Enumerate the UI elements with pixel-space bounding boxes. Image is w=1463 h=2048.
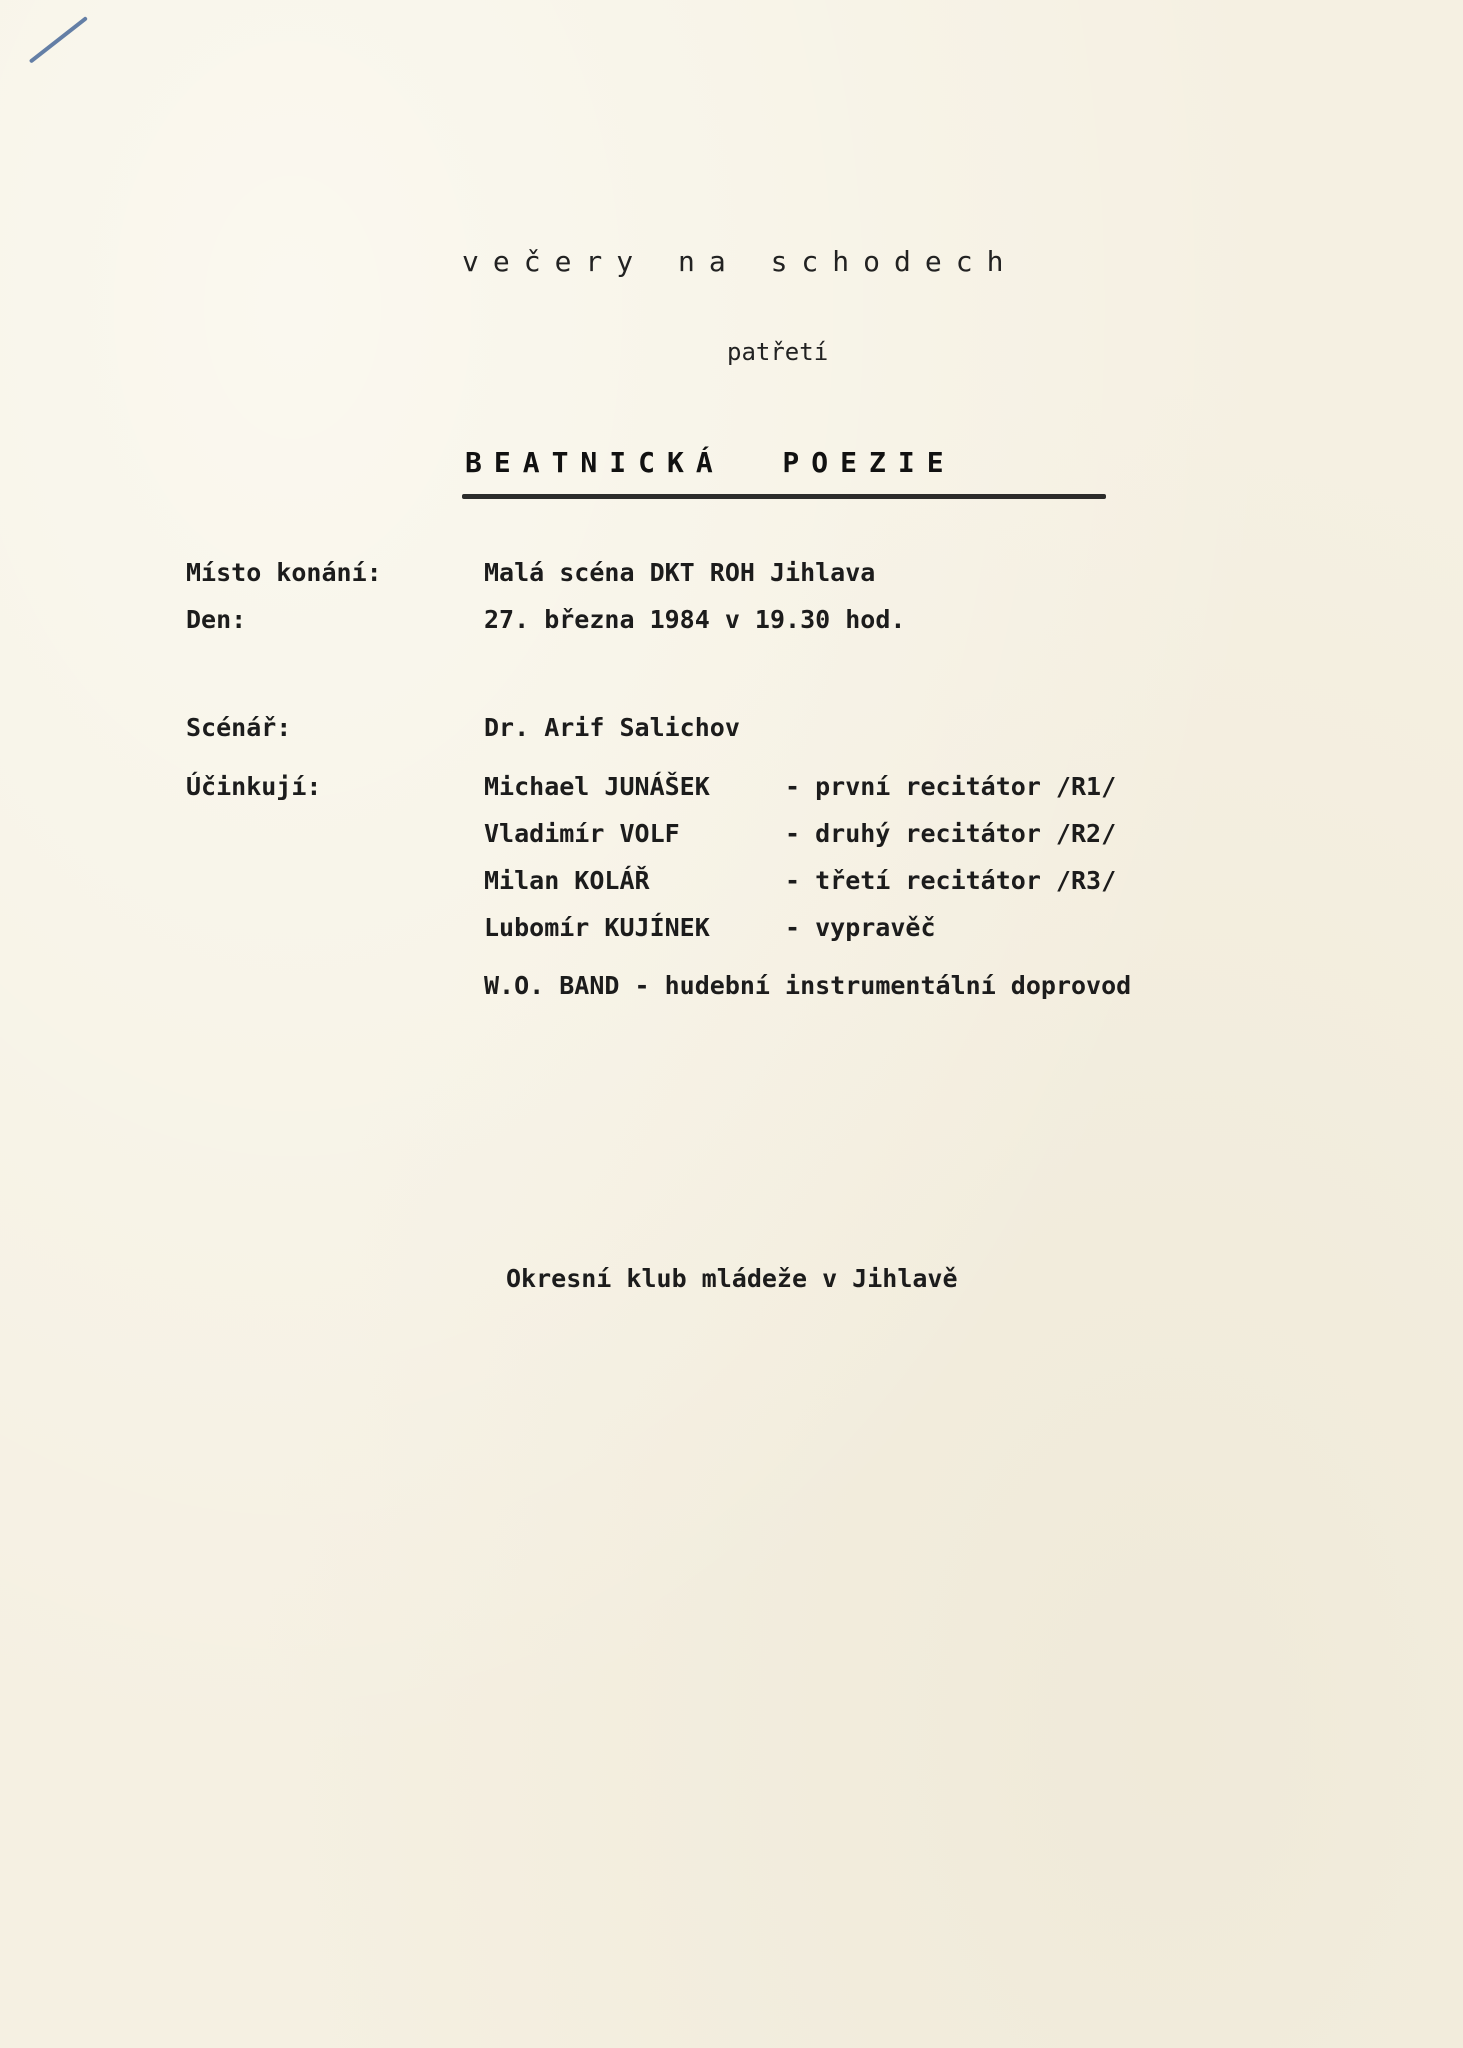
cast-name: Milan KOLÁŘ xyxy=(484,866,650,895)
cast-role: - vypravěč xyxy=(785,913,936,942)
date-label: Den: xyxy=(186,605,247,634)
cast-name: Lubomír KUJÍNEK xyxy=(484,913,710,942)
cast-name: Vladimír VOLF xyxy=(484,819,680,848)
page-title: BEATNICKÁ POEZIE xyxy=(465,446,956,479)
organizer: Okresní klub mládeže v Jihlavě xyxy=(506,1264,958,1293)
date-value: 27. března 1984 v 19.30 hod. xyxy=(484,605,906,634)
pen-mark xyxy=(29,16,88,63)
venue-label: Místo konání: xyxy=(186,558,382,587)
series-title: večery na schodech xyxy=(462,245,1018,278)
cast-role: - třetí recitátor /R3/ xyxy=(785,866,1117,895)
script-value: Dr. Arif Salichov xyxy=(484,713,740,742)
title-underline xyxy=(462,494,1106,499)
script-label: Scénář: xyxy=(186,713,292,742)
band-line: W.O. BAND - hudební instrumentální doprovod xyxy=(484,971,1132,1000)
cast-role: - první recitátor /R1/ xyxy=(785,772,1117,801)
cast-name: Michael JUNÁŠEK xyxy=(484,772,710,801)
venue-value: Malá scéna DKT ROH Jihlava xyxy=(484,558,876,587)
cast-role: - druhý recitátor /R2/ xyxy=(785,819,1117,848)
event-number: patřetí xyxy=(727,338,829,366)
cast-label: Účinkují: xyxy=(186,772,322,801)
